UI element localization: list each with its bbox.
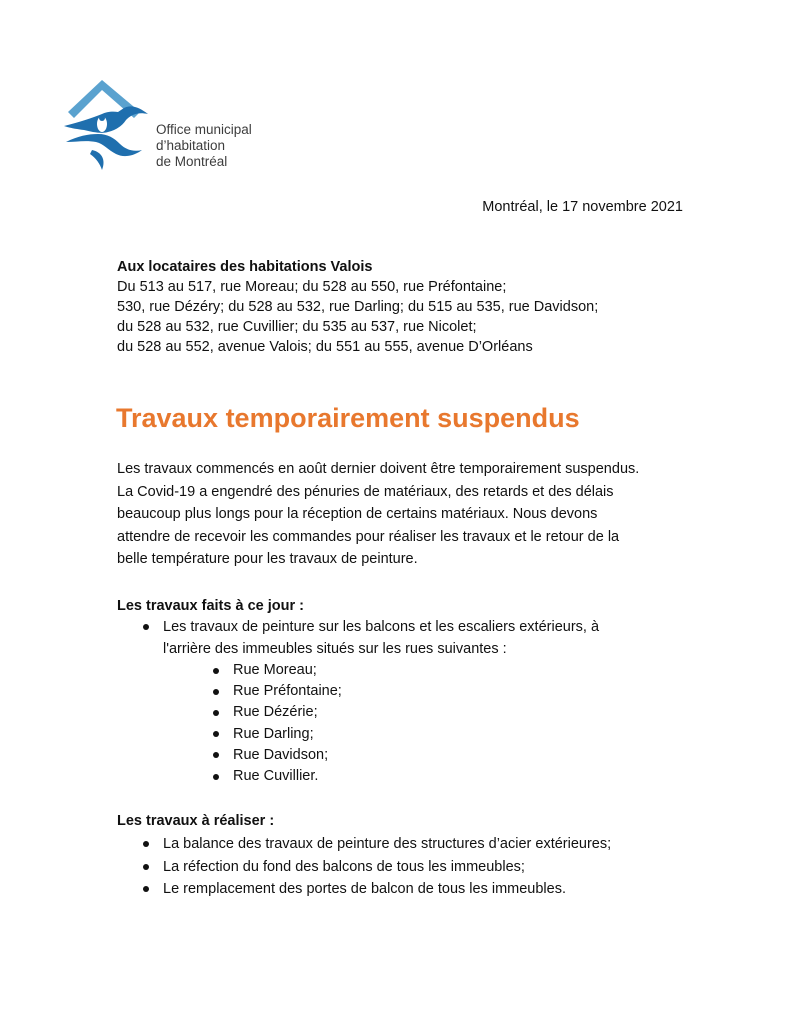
list-item — [233, 724, 342, 745]
recipients-block — [117, 257, 598, 357]
street-name: Rue Préfontaine; — [233, 683, 342, 700]
list-item-text: l'arrière des immeubles situés sur les rues suivantes : — [163, 641, 507, 657]
list-item — [233, 660, 342, 681]
bullet-icon — [213, 752, 219, 758]
bullet-icon — [143, 886, 149, 892]
intro-line: beaucoup plus longs pour la réception de certains matériaux. Nous devons — [117, 506, 598, 522]
todo-list — [163, 833, 611, 901]
street-name: Rue Cuvillier. — [233, 768, 319, 785]
list-item — [233, 681, 342, 702]
recipients-line: 530, rue Dézéry; du 528 au 532, rue Darling; du 515 au 535, rue Davidson; — [117, 299, 599, 315]
bullet-icon — [213, 774, 219, 780]
omhm-house-figure-logo-icon — [62, 78, 154, 178]
list-item — [233, 745, 342, 766]
streets-list — [233, 660, 342, 787]
intro-line: attendre de recevoir les commandes pour réaliser les travaux et le retour de la — [117, 528, 620, 545]
street-name: Rue Dézérie; — [233, 704, 318, 721]
list-item-continuation — [163, 638, 599, 660]
list-item — [163, 878, 611, 901]
bullet-icon — [143, 864, 149, 870]
street-name: Rue Darling; — [233, 725, 314, 742]
intro-line: La Covid-19 a engendré des pénuries de matériaux, des retards et des délais — [117, 483, 614, 500]
intro-paragraph — [117, 458, 697, 571]
list-item-text: Les travaux de peinture sur les balcons et les escaliers extérieurs, à — [163, 619, 600, 635]
recipients-title: Aux locataires des habitations Valois — [117, 259, 373, 275]
bullet-icon — [213, 689, 219, 695]
todo-section-title: Les travaux à réaliser : — [117, 813, 275, 829]
list-item-text: La balance des travaux de peinture des structures d’acier extérieures; — [163, 836, 612, 852]
street-name: Rue Moreau; — [233, 662, 317, 678]
list-item-text: La réfection du fond des balcons de tous les immeubles; — [163, 858, 525, 875]
bullet-icon — [213, 668, 219, 674]
bullet-icon — [213, 731, 219, 737]
done-section-title: Les travaux faits à ce jour : — [117, 598, 304, 614]
org-logo — [62, 78, 277, 178]
recipients-line: du 528 au 552, avenue Valois; du 551 au 555, avenue D’Orléans — [117, 339, 533, 355]
list-item — [163, 856, 611, 879]
intro-line: belle température pour les travaux de peinture. — [117, 551, 418, 567]
org-name-line-3: de Montréal — [156, 154, 228, 169]
page-title: Travaux temporairement suspendus — [116, 403, 580, 433]
bullet-icon — [143, 624, 149, 630]
letter-date: Montréal, le 17 novembre 2021 — [482, 199, 683, 215]
done-list — [163, 616, 599, 660]
street-name: Rue Davidson; — [233, 746, 329, 763]
org-name-line-2: d’habitation — [156, 138, 226, 153]
org-name-line-1: Office municipal — [156, 122, 252, 137]
intro-line: Les travaux commencés en août dernier doivent être temporairement suspendus. — [117, 461, 640, 477]
recipients-line: Du 513 au 517, rue Moreau; du 528 au 550, rue Préfontaine; — [117, 279, 507, 295]
bullet-icon — [143, 841, 149, 847]
list-item — [233, 702, 342, 723]
list-item-text: Le remplacement des portes de balcon de tous les immeubles. — [163, 881, 566, 897]
recipients-line: du 528 au 532, rue Cuvillier; du 535 au 537, rue Nicolet; — [117, 319, 477, 335]
org-name — [156, 122, 252, 170]
list-item — [163, 616, 599, 638]
list-item — [233, 766, 342, 787]
list-item — [163, 833, 611, 856]
bullet-icon — [213, 710, 219, 716]
